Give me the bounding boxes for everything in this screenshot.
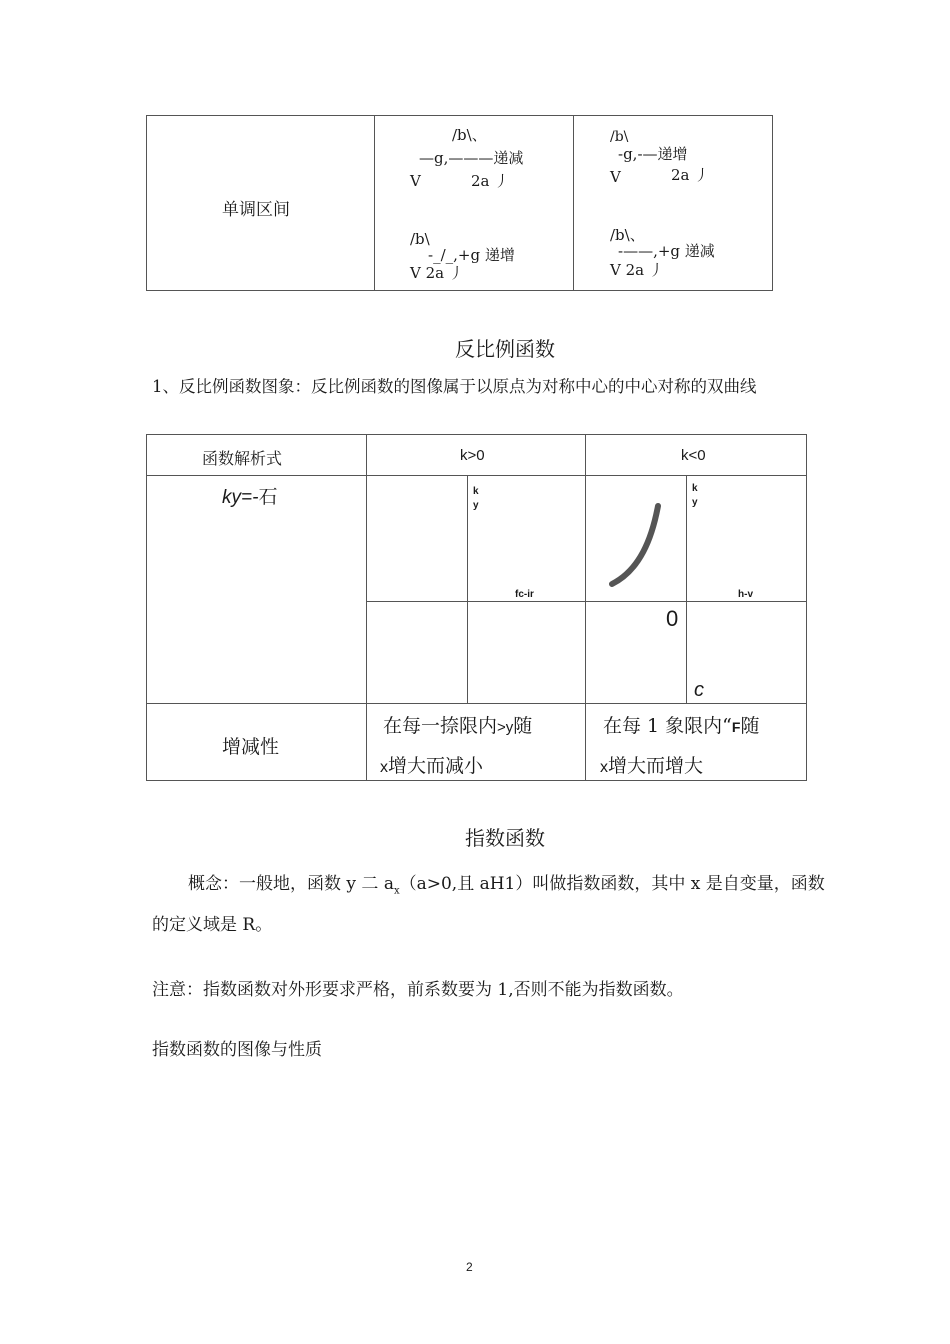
concept-continuation: 的定义域是 R。 [152, 915, 273, 935]
mono-text: 随 [740, 715, 760, 737]
origin-label: 0 [666, 606, 679, 631]
curve-label: c [694, 679, 704, 701]
interval-bracket: /b\、 [610, 226, 645, 244]
interval-denominator: 2a 丿 [671, 166, 710, 184]
header-k-negative: k<0 [681, 447, 706, 464]
mono-text: 随 [513, 715, 533, 737]
interval-increasing: -g,-—递增 [618, 145, 688, 163]
column-divider [585, 435, 586, 780]
concept-text: 概念：一般地，函数 y 二 a [188, 874, 394, 894]
k-negative-monotonicity [603, 711, 759, 738]
note-paragraph: 注意：指数函数对外形要求严格，前系数要为 1,否则不能为指数函数。 [152, 980, 684, 1000]
hyperbola-curve [600, 498, 680, 590]
interval-increasing: -_/_,+g 递增 [428, 246, 515, 264]
concept-paragraph [188, 869, 825, 896]
concept-subscript: x [393, 885, 400, 897]
axis-label-y: y [692, 497, 698, 508]
mono-symbol: F [731, 719, 741, 735]
mono-text: 增大而减小 [388, 755, 484, 777]
axis-label-x: h-v [738, 589, 753, 600]
column-divider [573, 116, 574, 290]
formula-text: ky=- [222, 487, 259, 508]
axis-label-y: y [473, 500, 479, 511]
row-label-monotonicity: 增减性 [222, 736, 280, 758]
column-divider [374, 116, 375, 290]
formula [222, 482, 277, 509]
interval-denominator: 2a 丿 [471, 172, 510, 190]
row-label-monotonic: 单调区间 [222, 200, 290, 220]
interval-denominator: V [410, 172, 421, 190]
row-divider [147, 475, 806, 476]
concept-text: （a>0,且 aH1）叫做指数函数，其中 x 是自变量，函数 [399, 874, 825, 894]
mono-text: 在每一捺限内 [383, 715, 498, 737]
formula-glyph: 石 [258, 486, 278, 508]
y-axis-line [467, 475, 468, 703]
exponential-subheading: 指数函数的图像与性质 [152, 1040, 322, 1060]
interval-decreasing: -——,+g 递减 [618, 242, 715, 260]
interval-denominator: V 2a 丿 [410, 264, 464, 282]
k-positive-monotonicity-line2 [380, 751, 483, 778]
y-axis-line [686, 475, 687, 703]
row-divider [366, 601, 806, 602]
axis-label-k: k [692, 483, 698, 494]
interval-bracket: /b\ [610, 129, 629, 145]
column-divider [366, 435, 367, 780]
row-divider [147, 703, 806, 704]
section-title-reciprocal: 反比例函数 [455, 337, 555, 361]
mono-symbol: x [600, 759, 608, 776]
interval-bracket: /b\、 [452, 126, 487, 144]
k-negative-monotonicity-line2 [600, 751, 703, 778]
section-title-exponential: 指数函数 [465, 826, 545, 850]
interval-decreasing: —g,———递减 [419, 149, 524, 167]
mono-symbol: x [380, 759, 388, 776]
axis-label-k: k [473, 486, 479, 497]
mono-symbol: >y [497, 719, 514, 736]
reciprocal-intro: 1、反比例函数图象：反比例函数的图像属于以原点为对称中心的中心对称的双曲线 [152, 377, 757, 396]
interval-denominator: V 2a 丿 [610, 261, 664, 279]
header-formula: 函数解析式 [202, 449, 283, 468]
interval-denominator: V [610, 168, 621, 186]
mono-text: 增大而增大 [608, 755, 704, 777]
mono-text: 在每 1 象限内“ [603, 715, 732, 737]
interval-bracket: /b\ [410, 230, 430, 248]
header-k-positive: k>0 [460, 447, 485, 464]
axis-label-x: fc-ir [515, 589, 534, 600]
k-positive-monotonicity [383, 711, 532, 738]
page-number: 2 [466, 1260, 473, 1274]
